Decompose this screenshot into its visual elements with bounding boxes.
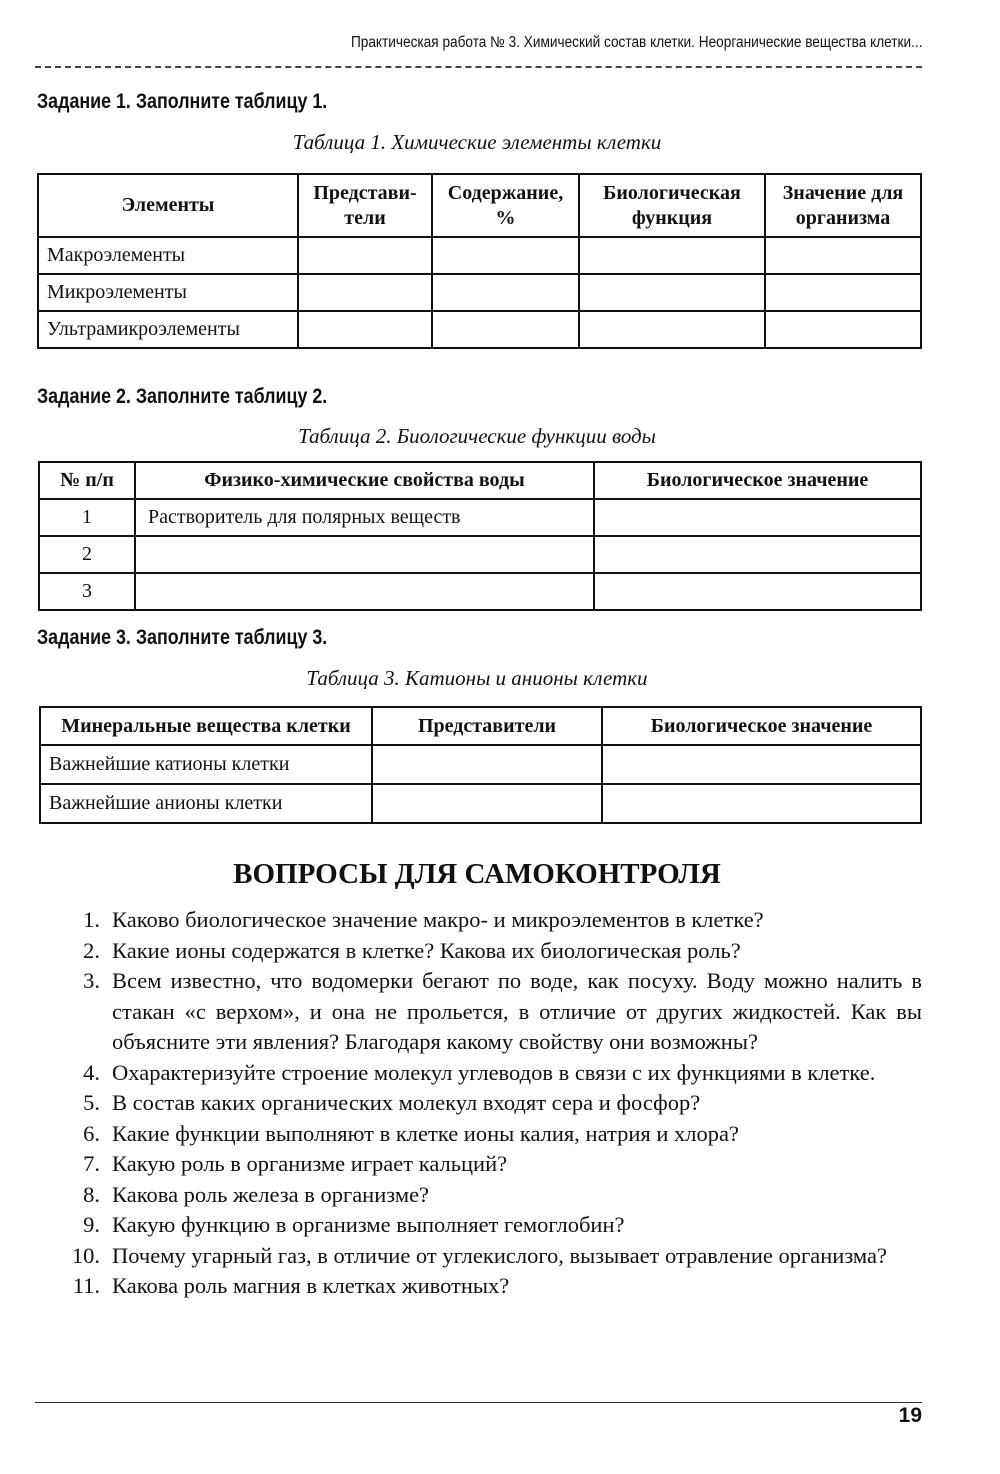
table-row xyxy=(39,536,921,573)
question-item xyxy=(60,905,922,936)
table1 xyxy=(37,173,922,349)
task3-title: Задание 3. Заполните таблицу 3. xyxy=(37,626,328,649)
question-text: Какую функцию в организме выполняет гемоглобин? xyxy=(112,1212,625,1237)
question-number: 5. xyxy=(83,1090,100,1115)
question-text: Какие ионы содержатся в клетке? Какова их биологическая роль? xyxy=(112,937,741,963)
table-row xyxy=(40,745,921,784)
table-row xyxy=(38,237,921,274)
t3-header: Минеральные вещества клетки xyxy=(40,707,372,745)
question-number: 10. xyxy=(71,1242,100,1268)
row-label: Макроэлементы xyxy=(38,237,298,274)
table-row xyxy=(38,311,921,348)
t1-header: Значение для организма xyxy=(765,174,921,237)
question-number: 7. xyxy=(83,1151,100,1176)
question-number: 2. xyxy=(83,937,100,963)
t3-header: Биологическое значение xyxy=(602,707,921,745)
row-label: Микроэлементы xyxy=(38,274,298,311)
table3-caption: Таблица 3. Катионы и анионы клетки xyxy=(306,666,648,690)
header-rule xyxy=(35,66,922,68)
table1-caption: Таблица 1. Химические элементы клетки xyxy=(292,130,662,154)
row-label: Важнейшие анионы клетки xyxy=(40,784,372,823)
task1-title: Задание 1. Заполните таблицу 1. xyxy=(37,90,328,113)
question-number: 11. xyxy=(72,1273,100,1298)
question-text: Какова роль магния в клетках животных? xyxy=(112,1273,510,1298)
question-item xyxy=(60,1058,922,1089)
question-item xyxy=(60,1210,922,1241)
table-row xyxy=(38,274,921,311)
question-item xyxy=(60,936,922,967)
question-number: 9. xyxy=(83,1212,100,1237)
table-row xyxy=(39,573,921,610)
question-item xyxy=(60,1149,922,1180)
t2-header: Физико-химические свойства воды xyxy=(135,462,594,499)
question-number: 8. xyxy=(83,1181,100,1207)
table2 xyxy=(38,461,922,611)
question-text: Какие функции выполняют в клетке ионы калия, натрия и хлора? xyxy=(112,1120,739,1146)
question-item xyxy=(60,966,922,1058)
task2-title: Задание 2. Заполните таблицу 2. xyxy=(37,385,328,408)
row-number: 3 xyxy=(39,573,135,610)
question-text: Охарактеризуйте строение молекул углеводов в связи с их функциями в клетке. xyxy=(112,1059,876,1085)
question-item xyxy=(60,1271,922,1302)
table3 xyxy=(39,706,922,824)
questions-list xyxy=(60,905,922,1302)
t2-header: № п/п xyxy=(39,462,135,499)
question-item xyxy=(60,1180,922,1211)
t3-header: Представители xyxy=(372,707,602,745)
question-number: 6. xyxy=(83,1120,100,1146)
t2-header: Биологическое значение xyxy=(594,462,921,499)
question-text: Почему угарный газ, в отличие от углекислого, вызывает отравление организма? xyxy=(112,1242,887,1268)
question-number: 4. xyxy=(83,1059,100,1085)
question-item xyxy=(60,1119,922,1150)
t1-header: Представи- тели xyxy=(298,174,432,237)
row-number: 2 xyxy=(39,536,135,573)
footer-rule xyxy=(35,1402,922,1403)
t1-header: Содержание, % xyxy=(432,174,579,237)
question-number: 3. xyxy=(83,968,100,993)
t1-header: Биологическая функция xyxy=(579,174,765,237)
question-text: Какова роль железа в организме? xyxy=(112,1181,430,1207)
row-number: 1 xyxy=(39,499,135,536)
table2-caption: Таблица 2. Биологические функции воды xyxy=(298,424,656,448)
row-label: Ультрамикроэлементы xyxy=(38,311,298,348)
question-text: Какую роль в организме играет кальций? xyxy=(112,1151,508,1176)
page-number: 19 xyxy=(898,1404,922,1427)
row-label: Важнейшие катионы клетки xyxy=(40,745,372,784)
table-row xyxy=(40,784,921,823)
questions-title: ВОПРОСЫ ДЛЯ САМОКОНТРОЛЯ xyxy=(233,858,721,890)
question-item xyxy=(60,1088,922,1119)
question-number: 1. xyxy=(83,907,100,932)
row-property: Растворитель для полярных веществ xyxy=(135,499,594,536)
question-text: Каково биологическое значение макро- и микроэлементов в клетке? xyxy=(112,907,764,932)
running-header: Практическая работа № 3. Химический состав клетки. Неорганические вещества клетки... xyxy=(350,34,922,51)
question-item xyxy=(60,1241,922,1272)
table-row xyxy=(39,499,921,536)
question-text: В состав каких органических молекул входят сера и фосфор? xyxy=(112,1090,701,1115)
t1-header: Элементы xyxy=(38,174,298,237)
question-text: Всем известно, что водомерки бегают по воде, как посуху. Воду можно налить в стакан «с верхом», и она не прольется, в отличие от других жидкостей. Как вы объясните эти явления? Благодаря какому свойству они возможны? xyxy=(112,968,922,1054)
